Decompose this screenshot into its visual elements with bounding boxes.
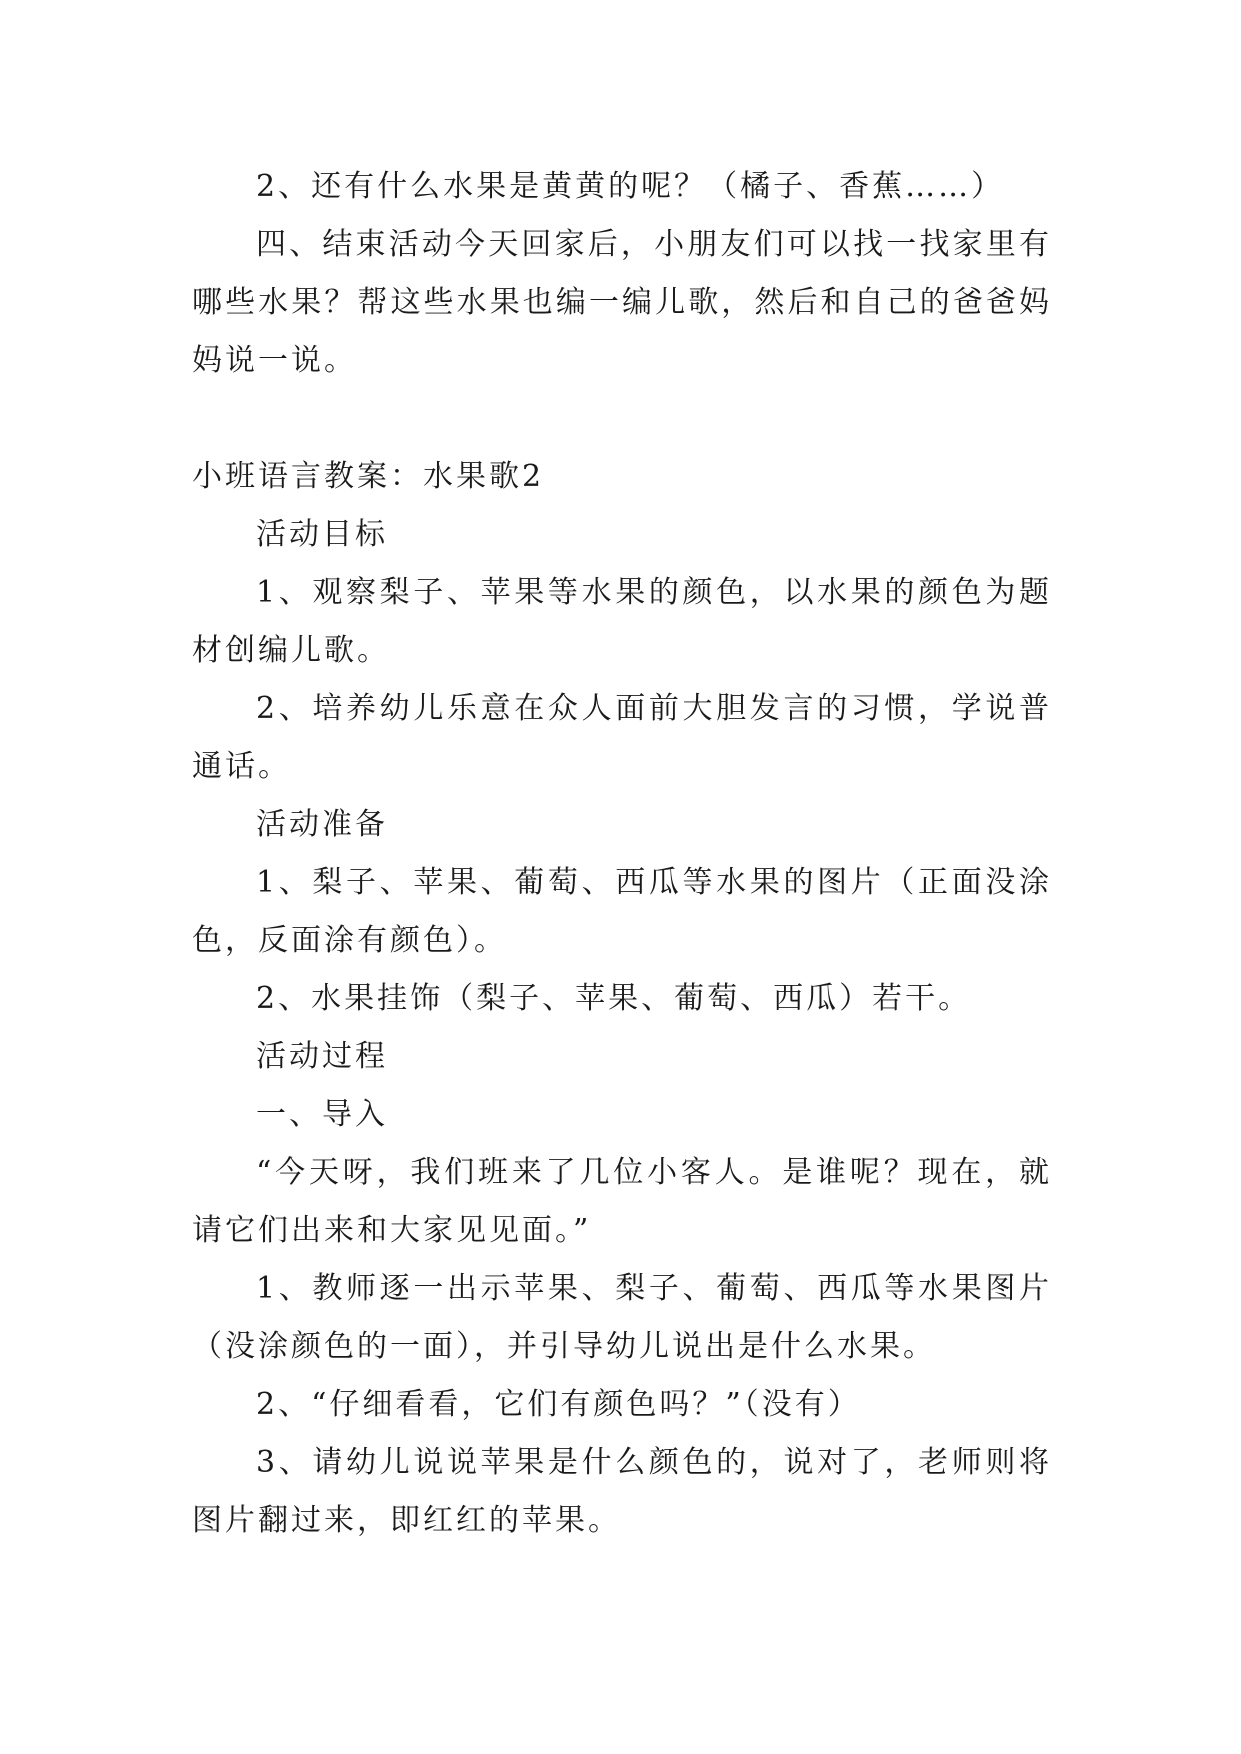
- goal-item-1: 1、观察梨子、苹果等水果的颜色，以水果的颜色为题材创编儿歌。: [192, 575, 1052, 668]
- paragraph-end-activity: 四、结束活动今天回家后，小朋友们可以找一找家里有哪些水果？帮这些水果也编一编儿歌，然后和自己的爸爸妈妈说一说。: [192, 227, 1052, 378]
- preparation-item-1: 1、梨子、苹果、葡萄、西瓜等水果的图片（正面没涂色，反面涂有颜色）。: [192, 865, 1052, 958]
- intro-quote: “今天呀，我们班来了几位小客人。是谁呢？现在，就请它们出来和大家见见面。”: [192, 1155, 1052, 1248]
- heading-activity-preparation: 活动准备: [256, 807, 388, 842]
- paragraph-yellow-fruits: 2、还有什么水果是黄黄的呢？（橘子、香蕉……）: [256, 169, 1005, 204]
- preparation-item-2: 2、水果挂饰（梨子、苹果、葡萄、西瓜）若干。: [256, 981, 972, 1016]
- lesson-title: 小班语言教案：水果歌2: [192, 459, 545, 494]
- heading-activity-process: 活动过程: [256, 1039, 388, 1074]
- heading-activity-goals: 活动目标: [256, 517, 388, 552]
- process-step-1: 1、教师逐一出示苹果、梨子、葡萄、西瓜等水果图片（没涂颜色的一面），并引导幼儿说出是什么水果。: [192, 1271, 1052, 1364]
- document-body: [192, 158, 1052, 1550]
- process-section-intro: 一、导入: [256, 1097, 388, 1132]
- goal-item-2: 2、培养幼儿乐意在众人面前大胆发言的习惯，学说普通话。: [192, 691, 1052, 784]
- process-step-2: 2、“仔细看看，它们有颜色吗？”（没有）: [256, 1387, 861, 1422]
- process-step-3: 3、请幼儿说说苹果是什么颜色的，说对了，老师则将图片翻过来，即红红的苹果。: [192, 1445, 1052, 1538]
